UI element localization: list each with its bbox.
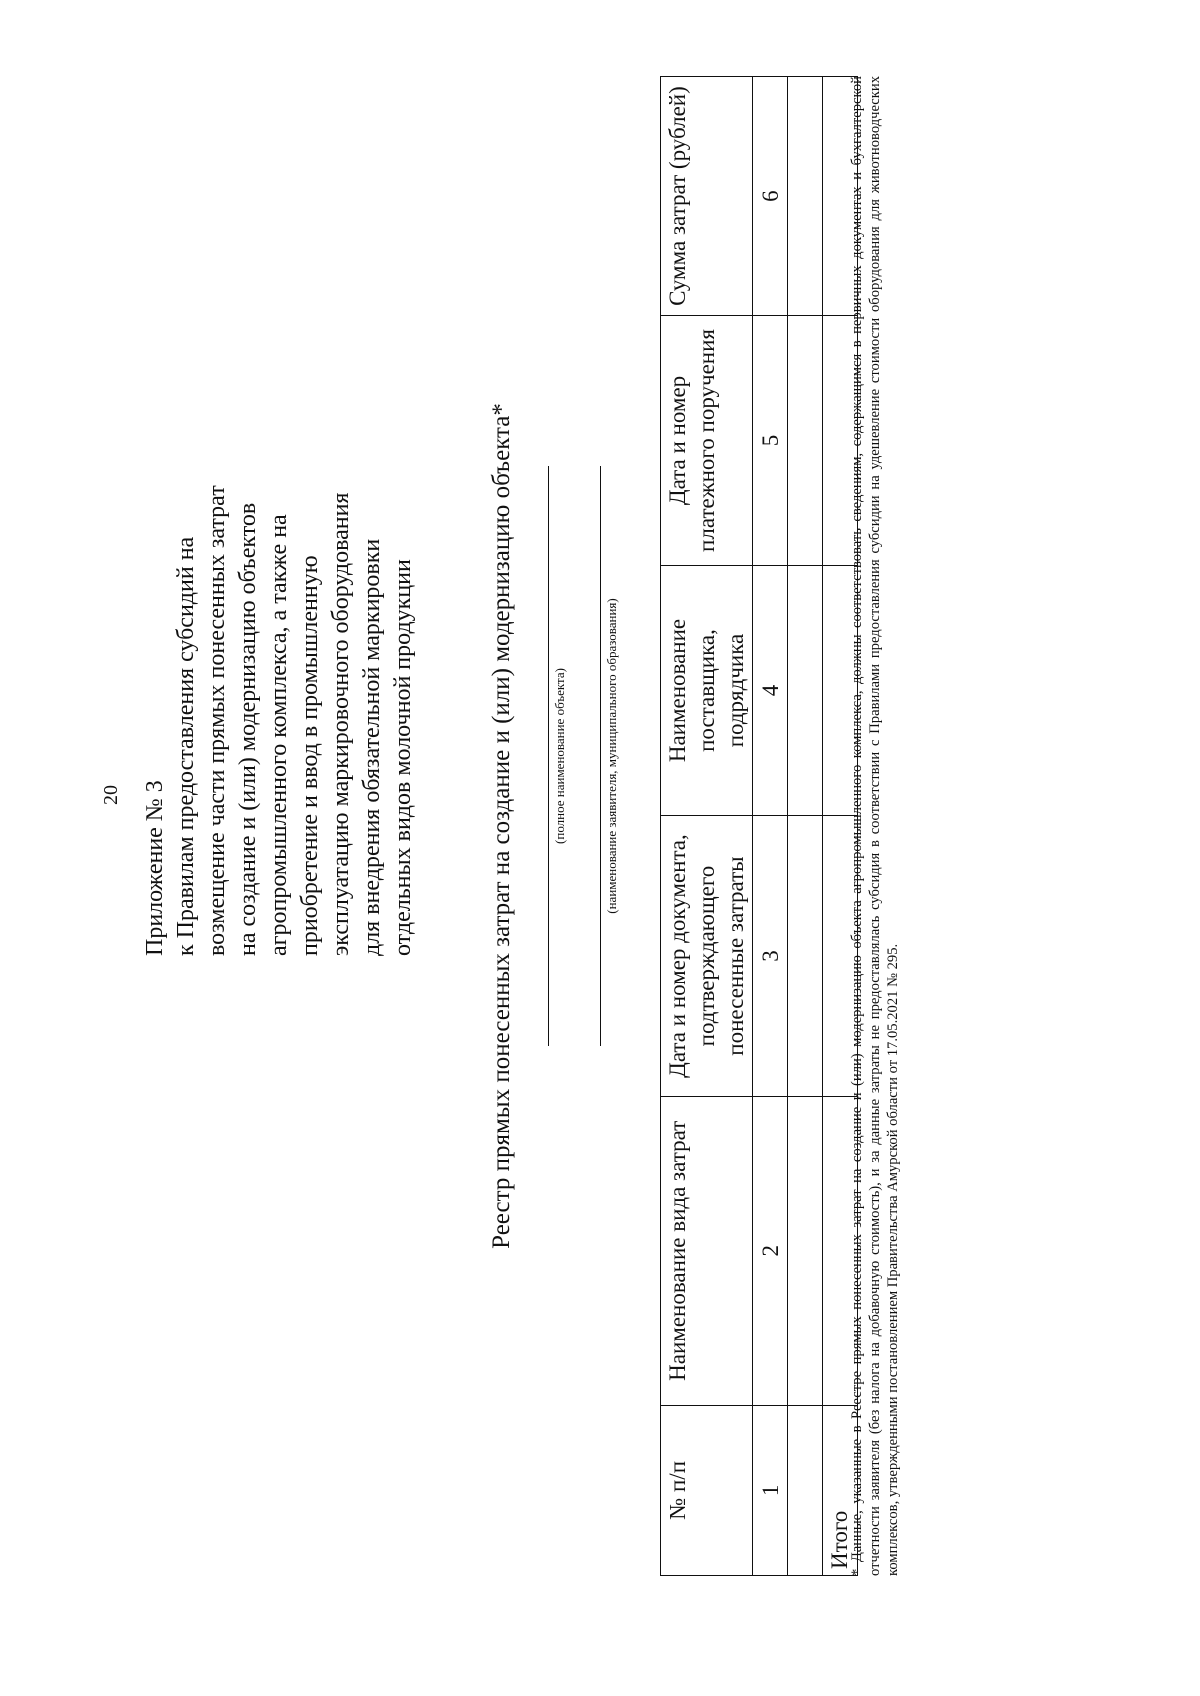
landscape-content: [140, 76, 1040, 1576]
table-row: [788, 77, 823, 1576]
column-number: 6: [753, 77, 788, 316]
appendix-line: к Правилам предоставления субсидий на: [173, 536, 199, 956]
table-cell: [788, 816, 823, 1097]
table-cell: [788, 565, 823, 815]
total-label: Итого: [823, 1405, 858, 1575]
table-cell: [788, 1405, 823, 1575]
appendix-line: возмещение части прямых понесенных затрат: [204, 485, 230, 956]
header-cell: Наименование вида затрат: [661, 1096, 753, 1405]
document-title: Реестр прямых понесенных затрат на создание и (или) модернизацию объекта*: [488, 403, 515, 1249]
appendix-line: эксплуатацию маркировочного оборудования: [328, 492, 354, 956]
header-cell: Дата и номер платежного поручения: [661, 316, 753, 566]
appendix-line: для внедрения обязательной маркировки: [359, 538, 385, 956]
object-name-caption: (полное наименование объекта): [552, 668, 567, 844]
column-number-row: [753, 77, 788, 1576]
header-cell: Дата и номер документа, подтверждающего понесенные затраты: [661, 816, 753, 1097]
appendix-line: агропромышленного комплекса, а также на: [266, 514, 292, 956]
column-number: 3: [753, 816, 788, 1097]
object-name-line: [548, 466, 549, 1046]
appendix-line: отдельных видов молочной продукции: [390, 559, 416, 956]
table-cell: [788, 77, 823, 316]
table-header-row: [661, 77, 753, 1576]
column-number: 5: [753, 316, 788, 566]
applicant-name-line: [600, 466, 601, 1046]
table-cell: [788, 316, 823, 566]
page-number: 20: [100, 785, 122, 805]
table-cell: [788, 1096, 823, 1405]
header-cell: Наименование поставщика, подрядчика: [661, 565, 753, 815]
header-cell: Сумма затрат (рублей): [661, 77, 753, 316]
cost-registry-table: [660, 76, 858, 1576]
applicant-name-caption: (наименование заявителя, муниципального образования): [604, 598, 619, 914]
header-cell: № п/п: [661, 1405, 753, 1575]
appendix-line: на создание и (или) модернизацию объектов: [235, 502, 261, 956]
column-number: 2: [753, 1096, 788, 1405]
column-number: 4: [753, 565, 788, 815]
column-number: 1: [753, 1405, 788, 1575]
footnote: * Данные, указанные в Реестре прямых понесенных затрат на создание и (или) модернизацию объекта агропромышленного комплекса, должны соответствовать сведениям, содержащимся в первичных документах и бухгалтерской отчетности заявителя (без налога на добавочную стоимость), и за данные затраты не предоставлялась субсидия в соответствии с Правилами предоставления субсидии на удешевление стоимости оборудования для животноводческих комплексов, утвержденными постановлением Правительства Амурской области от 17.05.2021 № 295.: [849, 76, 901, 1576]
appendix-line: приобретение и ввод в промышленную: [297, 555, 323, 956]
appendix-line: Приложение № 3: [142, 780, 168, 956]
appendix-header: [140, 96, 419, 956]
